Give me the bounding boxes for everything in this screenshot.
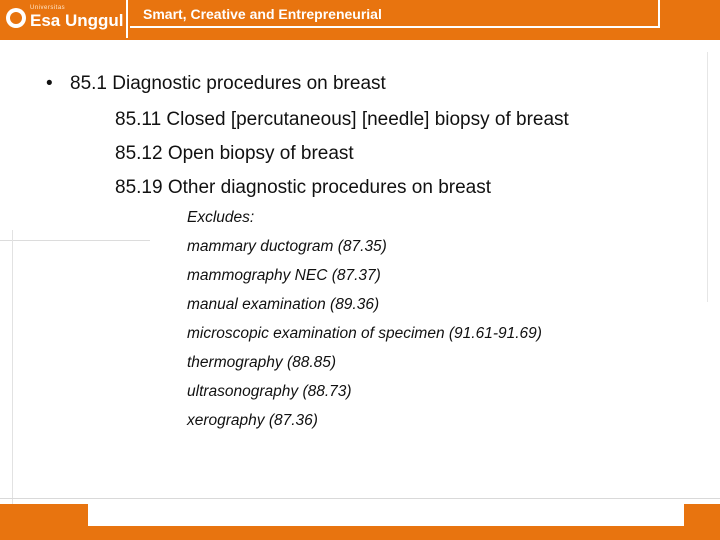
excludes-item: manual examination (89.36) [187, 296, 380, 313]
logo-name: Esa Unggul [30, 11, 124, 30]
tagline: Smart, Creative and Entrepreneurial [143, 6, 382, 22]
excludes-item: ultrasonography (88.73) [187, 383, 352, 400]
code-item: 85.19 Other diagnostic procedures on breast [115, 177, 492, 198]
logo-subtitle: Universitas [30, 5, 66, 11]
bullet-icon: • [46, 73, 53, 94]
code-item: 85.11 Closed [percutaneous] [needle] biopsy of breast [115, 109, 569, 130]
footer-panel [88, 504, 686, 526]
excludes-item: thermography (88.85) [187, 354, 337, 371]
excludes-item: mammography NEC (87.37) [187, 267, 381, 284]
footer-divider [0, 498, 720, 499]
code-item: 85.12 Open biopsy of breast [115, 143, 354, 164]
excludes-label: Excludes: [187, 209, 255, 226]
slide-heading: 85.1 Diagnostic procedures on breast [70, 73, 386, 94]
excludes-item: mammary ductogram (87.35) [187, 238, 387, 255]
excludes-item: xerography (87.36) [187, 412, 318, 429]
excludes-item: microscopic examination of specimen (91.61-91.69) [187, 325, 542, 342]
